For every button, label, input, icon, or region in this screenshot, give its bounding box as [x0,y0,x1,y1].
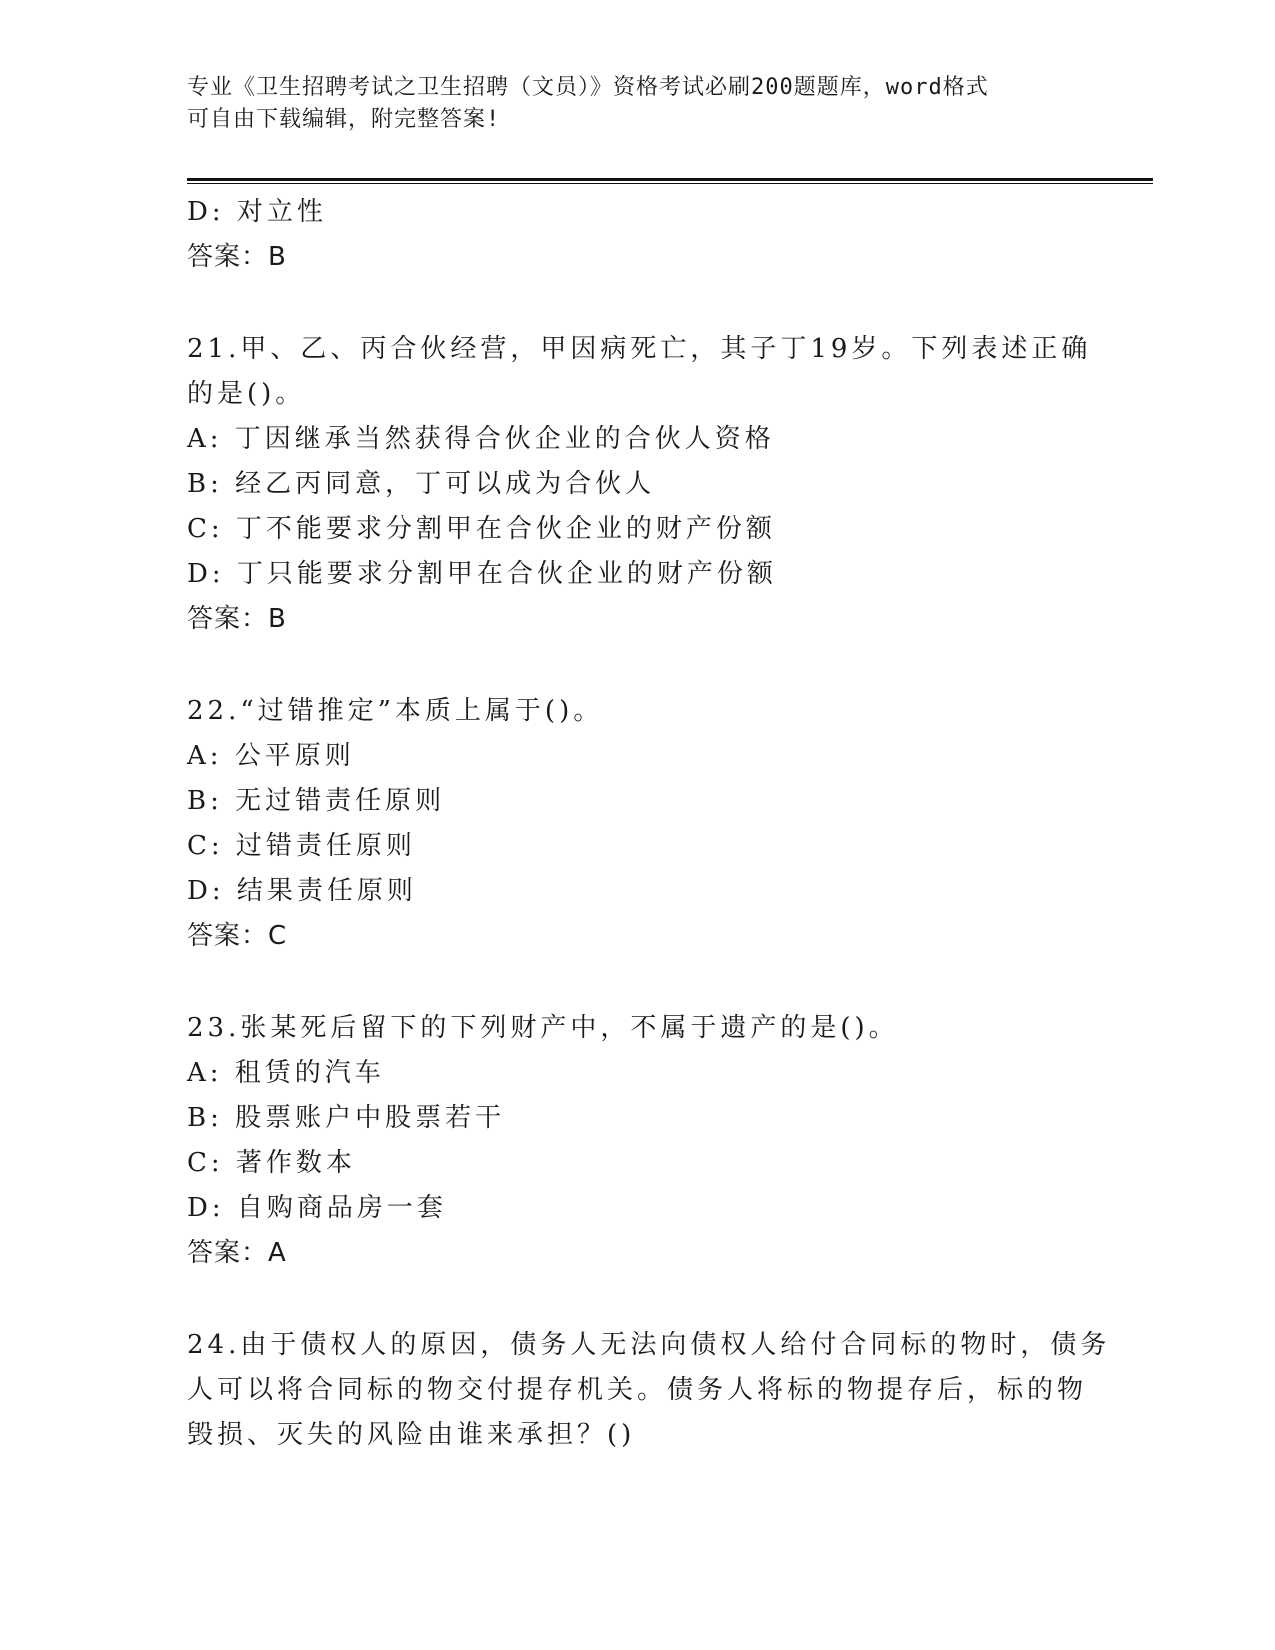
answer: 答案：C [187,921,288,951]
question-stem: 21.甲、乙、丙合伙经营，甲因病死亡，其子丁19岁。下列表述正确 [187,334,1092,364]
answer: 答案：B [187,604,287,634]
question-stem: 23.张某死后留下的下列财产中，不属于遗产的是()。 [187,1013,899,1043]
option-b: B: 无过错责任原则 [187,786,446,816]
answer: 答案：A [187,1238,287,1268]
option-b: B: 股票账户中股票若干 [187,1103,506,1133]
option-d: D: 丁只能要求分割甲在合伙企业的财产份额 [187,559,777,589]
option-a: A: 租赁的汽车 [187,1058,385,1088]
question-stem: 毁损、灭失的风险由谁来承担？() [187,1420,636,1450]
document-body [187,190,1111,1458]
option-a: A: 公平原则 [187,741,355,771]
question-stem: 24.由于债权人的原因，债务人无法向债权人给付合同标的物时，债务 [187,1330,1111,1360]
header-title-line-1: 专业《卫生招聘考试之卫生招聘（文员）》资格考试必刷200题题库，word格式 [187,75,989,100]
question-stem: 22.“过错推定”本质上属于()。 [187,696,604,726]
option-d: D: 结果责任原则 [187,876,417,906]
document-header [187,72,1067,136]
question-20-tail [187,190,1087,280]
option-d: D: 自购商品房一套 [187,1193,447,1223]
option-d: D: 对立性 [187,197,327,227]
answer: 答案：B [187,242,287,272]
question-24 [187,1323,1111,1458]
header-divider [187,178,1153,181]
option-b: B: 经乙丙同意，丁可以成为合伙人 [187,469,656,499]
question-23 [187,1006,1087,1276]
option-c: C: 丁不能要求分割甲在合伙企业的财产份额 [187,514,776,544]
option-c: C: 著作数本 [187,1148,356,1178]
option-c: C: 过错责任原则 [187,831,416,861]
header-title-line-2: 可自由下载编辑，附完整答案! [187,107,501,132]
question-21 [187,327,1092,642]
header-divider-thin [187,183,1153,184]
question-stem: 人可以将合同标的物交付提存机关。债务人将标的物提存后，标的物 [187,1375,1088,1405]
question-22 [187,689,1087,959]
option-a: A: 丁因继承当然获得合伙企业的合伙人资格 [187,424,775,454]
question-stem: 的是()。 [187,379,306,409]
